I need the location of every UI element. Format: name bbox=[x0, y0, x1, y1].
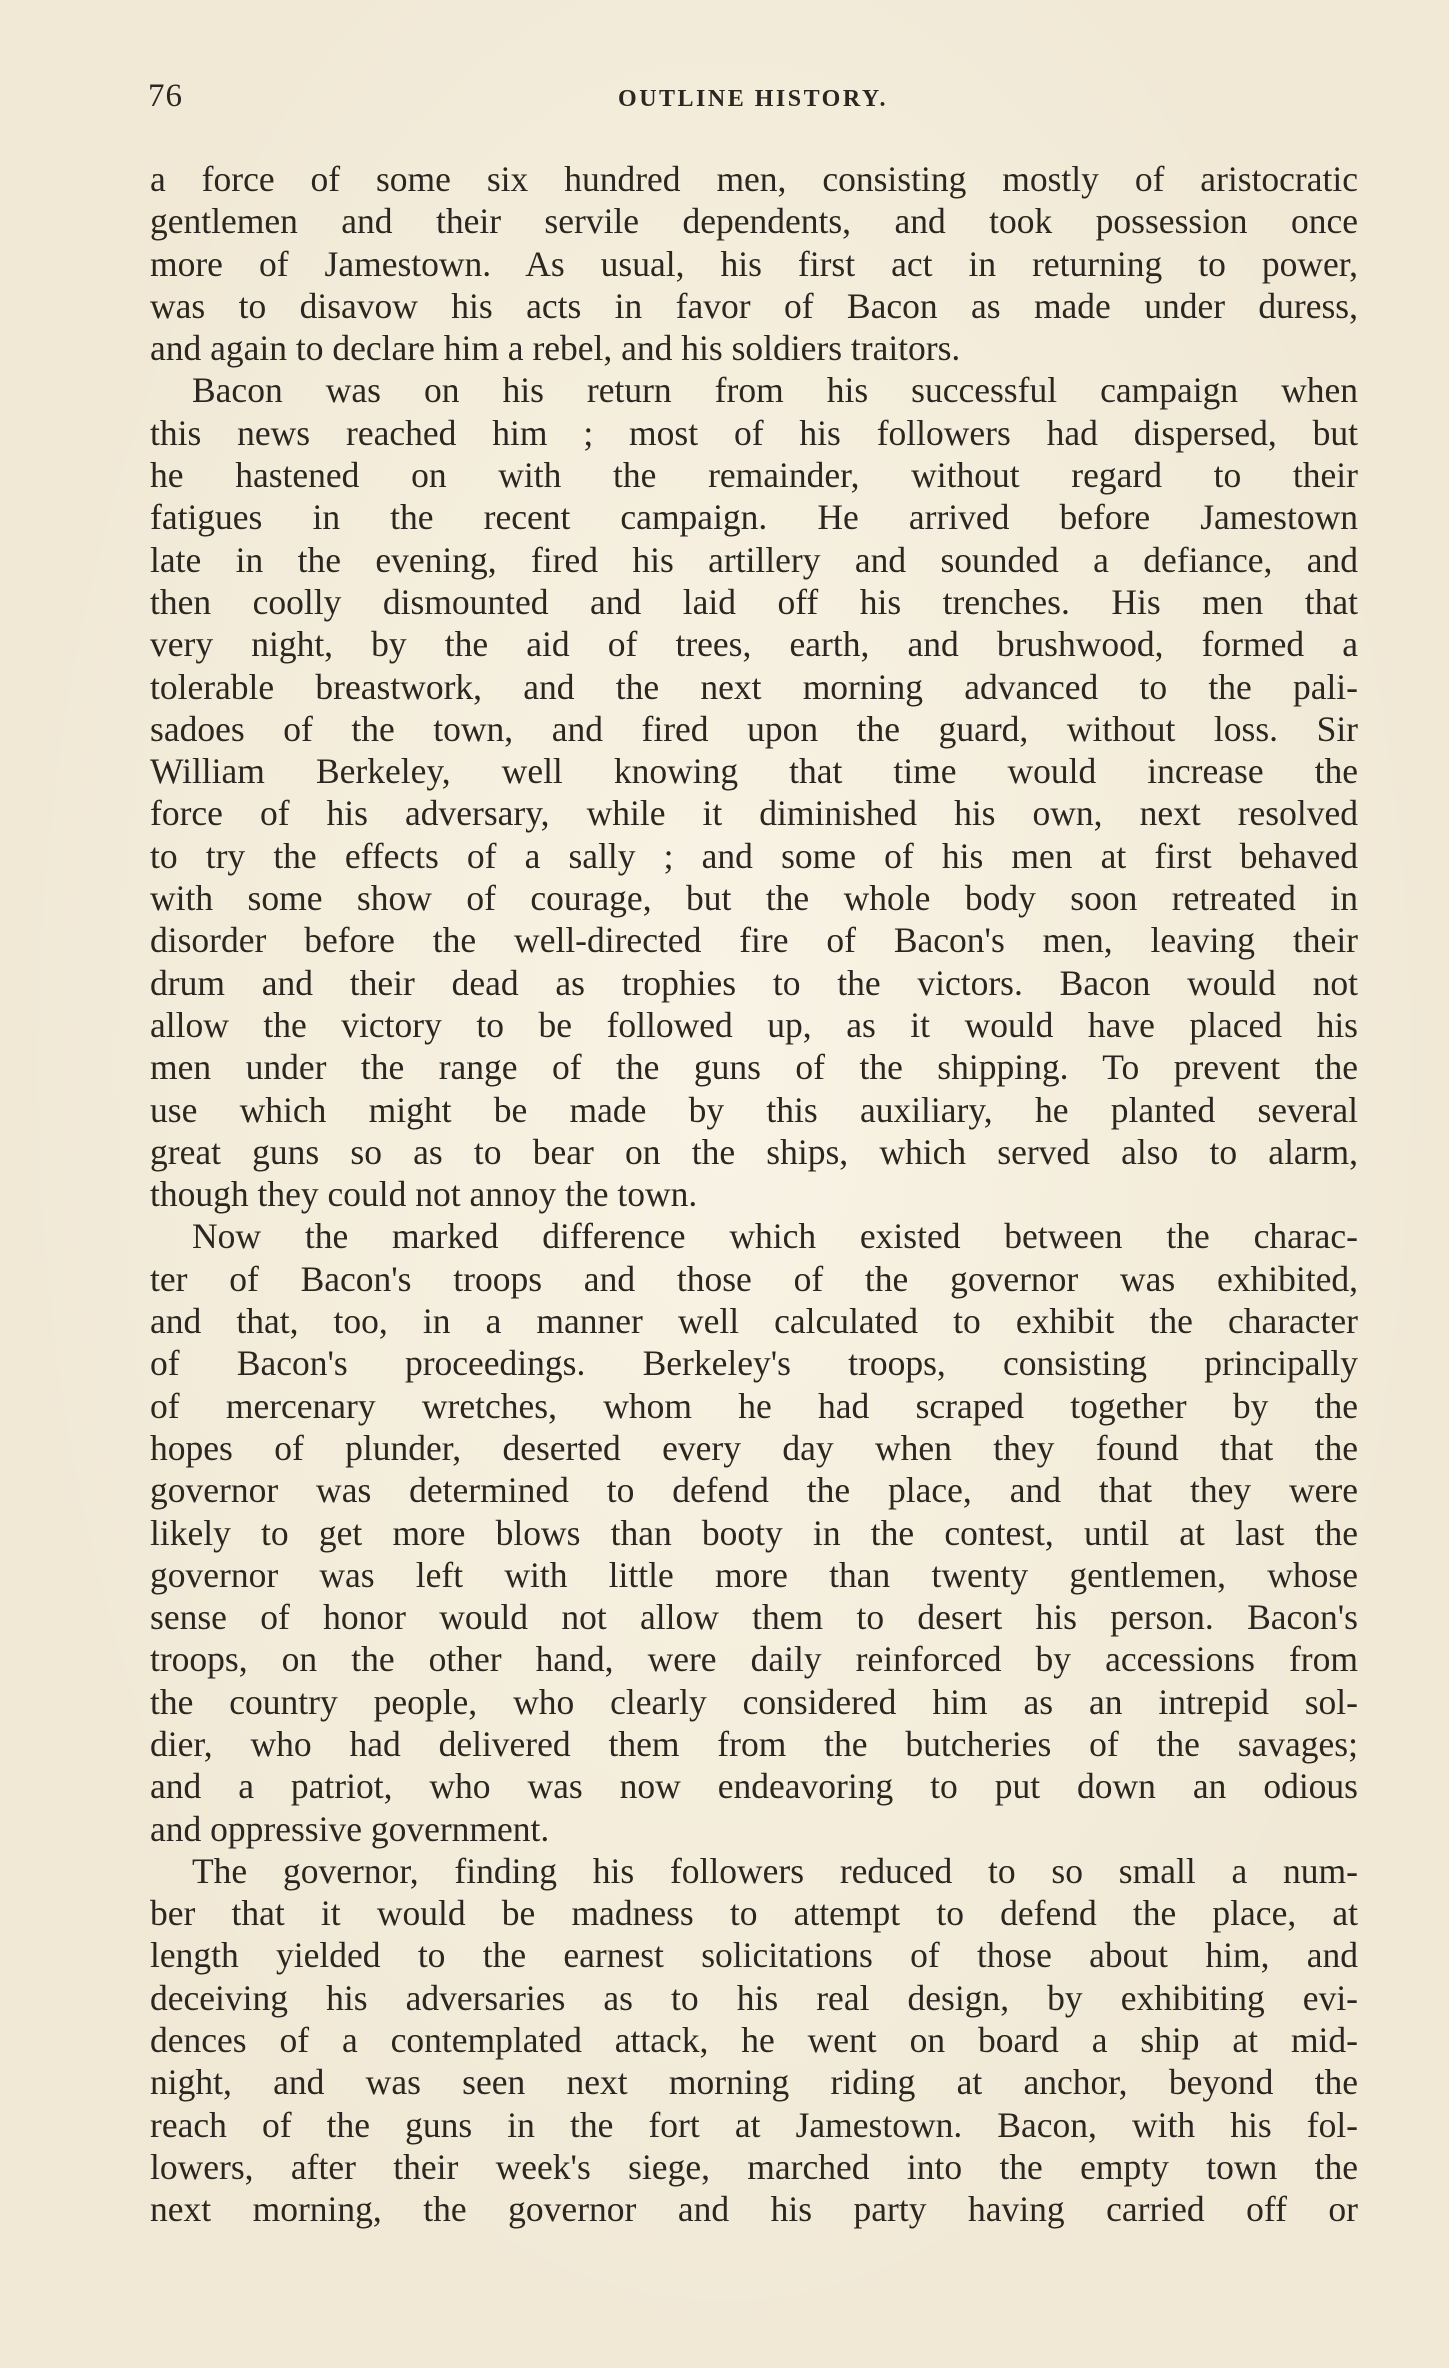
text-line: a force of some six hundred men, consisting mostly of aristocratic bbox=[150, 159, 1358, 199]
text-line: force of his adversary, while it diminished his own, next resolved bbox=[150, 793, 1358, 834]
text-line: hopes of plunder, deserted every day when they found that the bbox=[150, 1427, 1358, 1468]
text-line: William Berkeley, well knowing that time would increase the bbox=[150, 751, 1358, 792]
text-line: this news reached him ; most of his followers had dispersed, but bbox=[150, 412, 1358, 453]
text-line: Bacon was on his return from his successful campaign when bbox=[192, 370, 1358, 411]
text-line: to try the effects of a sally ; and some of his men at first behaved bbox=[150, 835, 1358, 876]
text-line: men under the range of the guns of the shipping. To prevent the bbox=[150, 1047, 1358, 1088]
text-line: was to disavow his acts in favor of Bacon as made under duress, bbox=[150, 285, 1358, 326]
text-line: fatigues in the recent campaign. He arrived before Jamestown bbox=[150, 497, 1358, 538]
text-line: length yielded to the earnest solicitations of those about him, and bbox=[150, 1935, 1358, 1976]
page-number: 76 bbox=[148, 78, 183, 114]
text-line: very night, by the aid of trees, earth, and brushwood, formed a bbox=[150, 624, 1358, 665]
text-line: gentlemen and their servile dependents, and took possession once bbox=[150, 201, 1358, 242]
text-line: allow the victory to be followed up, as it would have placed his bbox=[150, 1004, 1358, 1045]
text-line: dier, who had delivered them from the butcheries of the savages; bbox=[150, 1723, 1358, 1764]
text-line: governor was left with little more than twenty gentlemen, whose bbox=[150, 1554, 1358, 1595]
text-line: likely to get more blows than booty in the contest, until at last the bbox=[150, 1512, 1358, 1553]
text-line: tolerable breastwork, and the next morning advanced to the pali- bbox=[150, 666, 1358, 707]
text-line: though they could not annoy the town. bbox=[150, 1174, 698, 1215]
text-line: ter of Bacon's troops and those of the governor was exhibited, bbox=[150, 1258, 1358, 1299]
text-line: troops, on the other hand, were daily reinforced by accessions from bbox=[150, 1639, 1358, 1680]
text-line: sense of honor would not allow them to desert his person. Bacon's bbox=[150, 1597, 1358, 1638]
text-line: governor was determined to defend the place, and that they were bbox=[150, 1470, 1358, 1511]
text-line: the country people, who clearly considered him as an intrepid sol- bbox=[150, 1681, 1358, 1722]
text-line: use which might be made by this auxiliary, he planted several bbox=[150, 1089, 1358, 1130]
text-line: with some show of courage, but the whole body soon retreated in bbox=[150, 878, 1358, 919]
running-head: OUTLINE HISTORY. bbox=[618, 86, 888, 112]
text-line: sadoes of the town, and fired upon the guard, without loss. Sir bbox=[150, 708, 1358, 749]
text-line: drum and their dead as trophies to the victors. Bacon would not bbox=[150, 962, 1358, 1003]
text-line: late in the evening, fired his artillery and sounded a defiance, and bbox=[150, 539, 1358, 580]
text-line: deceiving his adversaries as to his real design, by exhibiting evi- bbox=[150, 1977, 1358, 2018]
text-line: disorder before the well-directed fire of Bacon's men, leaving their bbox=[150, 920, 1358, 961]
text-line: more of Jamestown. As usual, his first act in returning to power, bbox=[150, 243, 1358, 284]
text-line: next morning, the governor and his party having carried off or bbox=[150, 2189, 1358, 2230]
text-line: he hastened on with the remainder, without regard to their bbox=[150, 455, 1358, 496]
page-header bbox=[148, 78, 1358, 122]
text-line: reach of the guns in the fort at Jamestown. Bacon, with his fol- bbox=[150, 2104, 1358, 2145]
text-line: of Bacon's proceedings. Berkeley's troops, consisting principally bbox=[150, 1343, 1358, 1384]
text-line: and that, too, in a manner well calculated to exhibit the character bbox=[150, 1301, 1358, 1342]
text-line: dences of a contemplated attack, he went on board a ship at mid- bbox=[150, 2020, 1358, 2061]
text-line: lowers, after their week's siege, marched into the empty town the bbox=[150, 2146, 1358, 2187]
text-line: The governor, finding his followers reduced to so small a num- bbox=[192, 1850, 1358, 1891]
text-line: Now the marked difference which existed between the charac- bbox=[192, 1216, 1358, 1257]
text-line: then coolly dismounted and laid off his trenches. His men that bbox=[150, 581, 1358, 622]
text-line: great guns so as to bear on the ships, which served also to alarm, bbox=[150, 1131, 1358, 1172]
text-line: and again to declare him a rebel, and his soldiers traitors. bbox=[150, 328, 961, 369]
text-line: ber that it would be madness to attempt to defend the place, at bbox=[150, 1893, 1358, 1934]
text-line: and oppressive government. bbox=[150, 1808, 550, 1849]
body-text bbox=[150, 158, 1358, 2231]
text-line: night, and was seen next morning riding at anchor, beyond the bbox=[150, 2062, 1358, 2103]
text-line: of mercenary wretches, whom he had scraped together by the bbox=[150, 1385, 1358, 1426]
text-line: and a patriot, who was now endeavoring to put down an odious bbox=[150, 1766, 1358, 1807]
